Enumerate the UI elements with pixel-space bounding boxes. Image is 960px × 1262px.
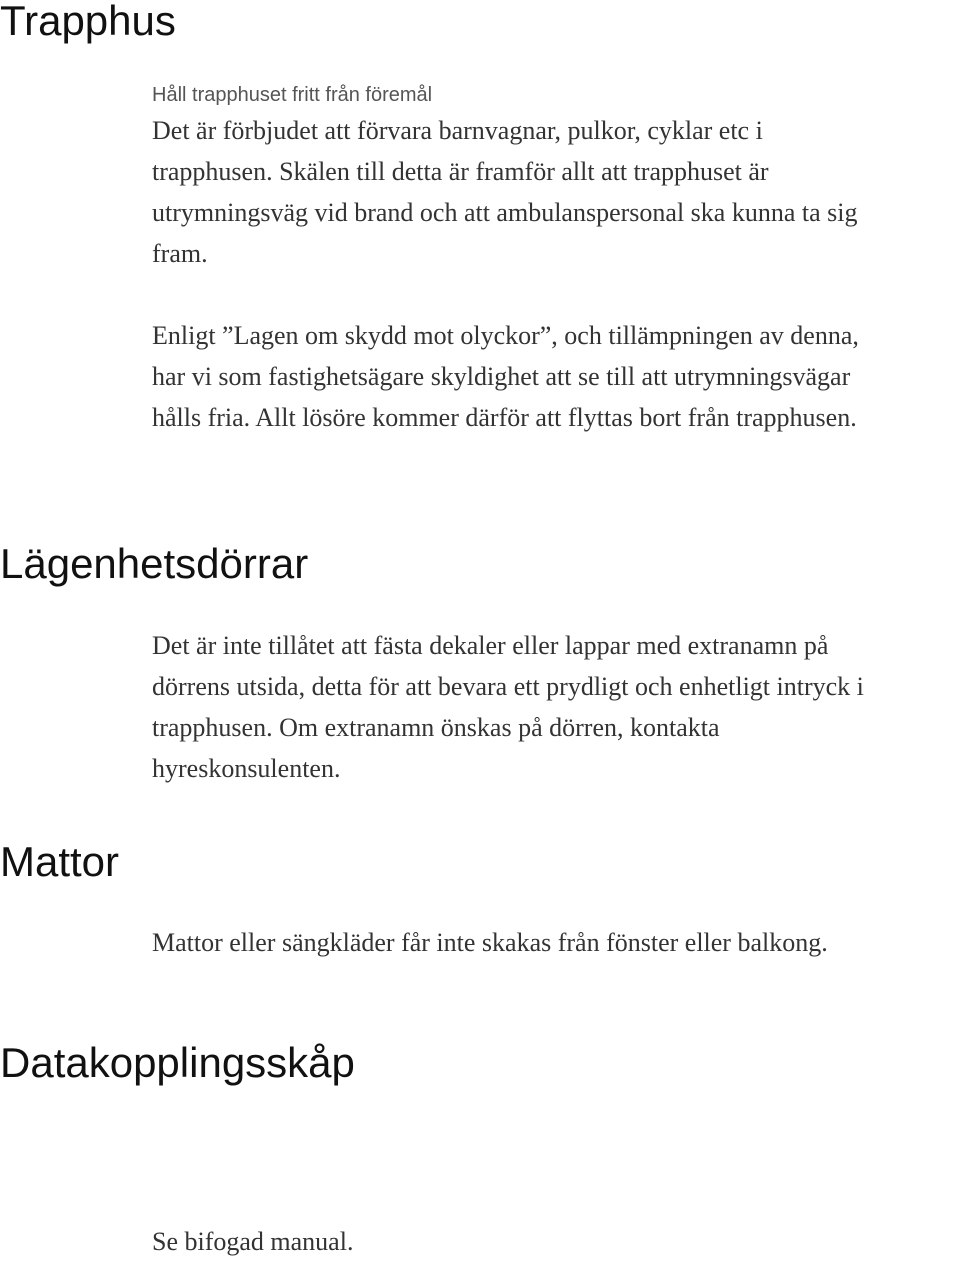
text-line: har vi som fastighetsägare skyldighet att se till att utrymningsvägar xyxy=(152,362,851,391)
text-line: hålls fria. Allt lösöre kommer därför att flyttas bort från trapphusen. xyxy=(152,403,857,432)
heading-trapphus: Trapphus xyxy=(0,0,176,44)
heading-mattor: Mattor xyxy=(0,838,120,885)
text-line: Enligt ”Lagen om skydd mot olyckor”, och tillämpningen av denna, xyxy=(152,321,859,350)
text-line: Det är inte tillåtet att fästa dekaler eller lappar med extranamn på xyxy=(152,631,829,660)
heading-lagenhetsdorrar: Lägenhetsdörrar xyxy=(0,540,309,587)
subheading-trapphus: Håll trapphuset fritt från föremål xyxy=(152,84,433,106)
text-line: fram. xyxy=(152,239,208,268)
paragraph-datakopplingsskap xyxy=(152,1221,353,1262)
paragraph-trapphus-law xyxy=(152,315,859,438)
text-line: utrymningsväg vid brand och att ambulanspersonal ska kunna ta sig xyxy=(152,198,858,227)
text-line: dörrens utsida, detta för att bevara ett prydligt och enhetligt intryck i xyxy=(152,672,864,701)
text-line: Mattor eller sängkläder får inte skakas från fönster eller balkong. xyxy=(152,928,828,957)
text-line: trapphusen. Om extranamn önskas på dörren, kontakta xyxy=(152,713,720,742)
paragraph-trapphus-storage xyxy=(152,110,857,274)
paragraph-mattor xyxy=(152,922,828,963)
text-line: Se bifogad manual. xyxy=(152,1227,354,1256)
text-line: Det är förbjudet att förvara barnvagnar, pulkor, cyklar etc i xyxy=(152,116,763,145)
text-line: trapphusen. Skälen till detta är framför allt att trapphuset är xyxy=(152,157,769,186)
paragraph-lagenhetsdorrar xyxy=(152,625,864,789)
heading-datakopplingsskap: Datakopplingsskåp xyxy=(0,1039,355,1086)
text-line: hyreskonsulenten. xyxy=(152,754,341,783)
